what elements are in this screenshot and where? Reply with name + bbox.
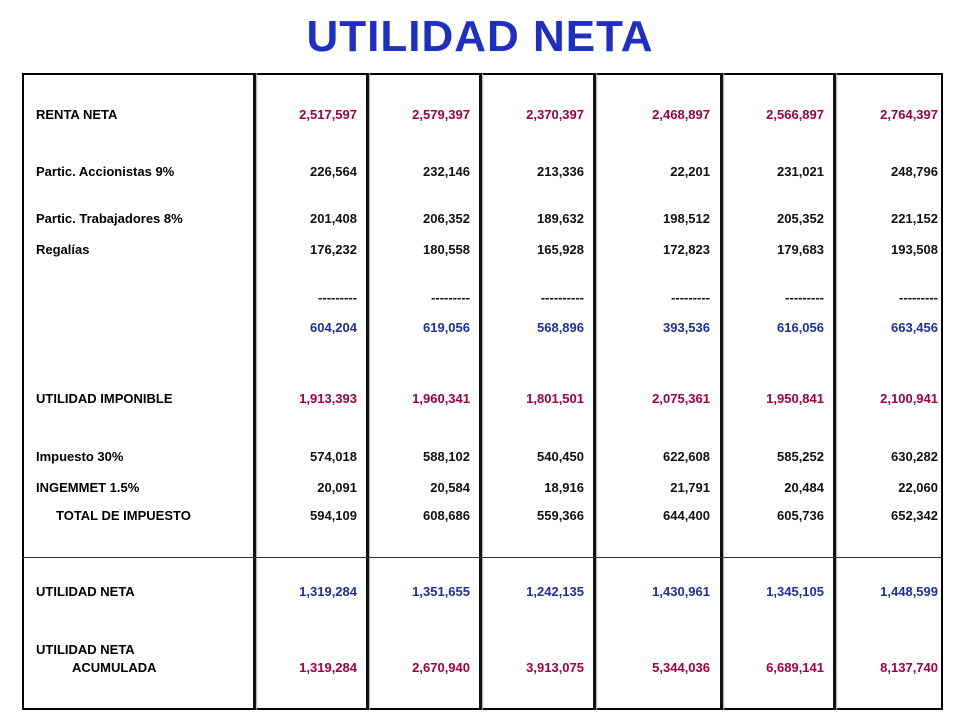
row-label: ACUMULADA [72, 660, 157, 675]
table-cell: 616,056 [777, 320, 824, 335]
table-cell: 540,450 [537, 449, 584, 464]
row-label: RENTA NETA [36, 107, 118, 122]
table-cell: 652,342 [891, 508, 938, 523]
table-cell: 3,913,075 [526, 660, 584, 675]
table-cell: 22,060 [898, 480, 938, 495]
row-label: Regalías [36, 242, 90, 257]
table-cell: --------- [899, 290, 938, 305]
table-cell: 2,579,397 [412, 107, 470, 122]
table-cell: 1,319,284 [299, 584, 357, 599]
table-cell: 18,916 [544, 480, 584, 495]
table-cell: 1,351,655 [412, 584, 470, 599]
table-cell: 2,100,941 [880, 391, 938, 406]
column-divider [479, 73, 482, 710]
table-cell: --------- [318, 290, 357, 305]
table-cell: 2,517,597 [299, 107, 357, 122]
table-cell: 1,950,841 [766, 391, 824, 406]
table-cell: 1,801,501 [526, 391, 584, 406]
column-divider [833, 73, 836, 710]
table-cell: 608,686 [423, 508, 470, 523]
table-cell: 165,928 [537, 242, 584, 257]
table-cell: 1,960,341 [412, 391, 470, 406]
table-cell: 644,400 [663, 508, 710, 523]
table-cell: 619,056 [423, 320, 470, 335]
table-cell: 8,137,740 [880, 660, 938, 675]
table-cell: 588,102 [423, 449, 470, 464]
table-cell: 198,512 [663, 211, 710, 226]
table-cell: 172,823 [663, 242, 710, 257]
row-label: TOTAL DE IMPUESTO [56, 508, 191, 523]
table-cell: 1,430,961 [652, 584, 710, 599]
table-cell: 559,366 [537, 508, 584, 523]
table-cell: 6,689,141 [766, 660, 824, 675]
table-cell: 630,282 [891, 449, 938, 464]
column-divider [366, 73, 369, 710]
table-cell: 1,319,284 [299, 660, 357, 675]
table-cell: 20,484 [784, 480, 824, 495]
row-label: UTILIDAD IMPONIBLE [36, 391, 173, 406]
table-cell: 2,370,397 [526, 107, 584, 122]
table-cell: 663,456 [891, 320, 938, 335]
row-divider [22, 557, 943, 558]
table-cell: 221,152 [891, 211, 938, 226]
table-cell: 206,352 [423, 211, 470, 226]
table-cell: 205,352 [777, 211, 824, 226]
page-title: UTILIDAD NETA [306, 12, 654, 61]
table-cell: 189,632 [537, 211, 584, 226]
table-cell: 622,608 [663, 449, 710, 464]
table-cell: 193,508 [891, 242, 938, 257]
table-cell: 201,408 [310, 211, 357, 226]
table-cell: 1,448,599 [880, 584, 938, 599]
column-divider [253, 73, 256, 710]
table-cell: 2,075,361 [652, 391, 710, 406]
table-cell: 2,566,897 [766, 107, 824, 122]
row-label: UTILIDAD NETA [36, 642, 135, 657]
column-divider [593, 73, 596, 710]
table-cell: 2,468,897 [652, 107, 710, 122]
table-cell: 604,204 [310, 320, 357, 335]
table-cell: --------- [785, 290, 824, 305]
table-cell: 20,584 [430, 480, 470, 495]
table-cell: 22,201 [670, 164, 710, 179]
table-cell: ---------- [540, 290, 584, 305]
row-label: Impuesto 30% [36, 449, 124, 464]
table-cell: 5,344,036 [652, 660, 710, 675]
column-divider [720, 73, 723, 710]
table-cell: 21,791 [670, 480, 710, 495]
table-cell: --------- [431, 290, 470, 305]
table-cell: 568,896 [537, 320, 584, 335]
row-label: Partic. Accionistas 9% [36, 164, 175, 179]
table-cell: 179,683 [777, 242, 824, 257]
table-cell: 585,252 [777, 449, 824, 464]
table-cell: 180,558 [423, 242, 470, 257]
table-cell: 2,764,397 [880, 107, 938, 122]
table-cell: 1,242,135 [526, 584, 584, 599]
table-cell: 231,021 [777, 164, 824, 179]
table-cell: 605,736 [777, 508, 824, 523]
table-cell: 232,146 [423, 164, 470, 179]
table-cell: 248,796 [891, 164, 938, 179]
table-cell: 1,345,105 [766, 584, 824, 599]
table-cell: 213,336 [537, 164, 584, 179]
table-cell: 594,109 [310, 508, 357, 523]
table-cell: 226,564 [310, 164, 357, 179]
row-label: Partic. Trabajadores 8% [36, 211, 183, 226]
table-cell: 2,670,940 [412, 660, 470, 675]
table-cell: 176,232 [310, 242, 357, 257]
table-cell: 1,913,393 [299, 391, 357, 406]
table-cell: 574,018 [310, 449, 357, 464]
table-cell: 20,091 [317, 480, 357, 495]
row-label: UTILIDAD NETA [36, 584, 135, 599]
table-cell: 393,536 [663, 320, 710, 335]
row-label: INGEMMET 1.5% [36, 480, 140, 495]
table-cell: --------- [671, 290, 710, 305]
